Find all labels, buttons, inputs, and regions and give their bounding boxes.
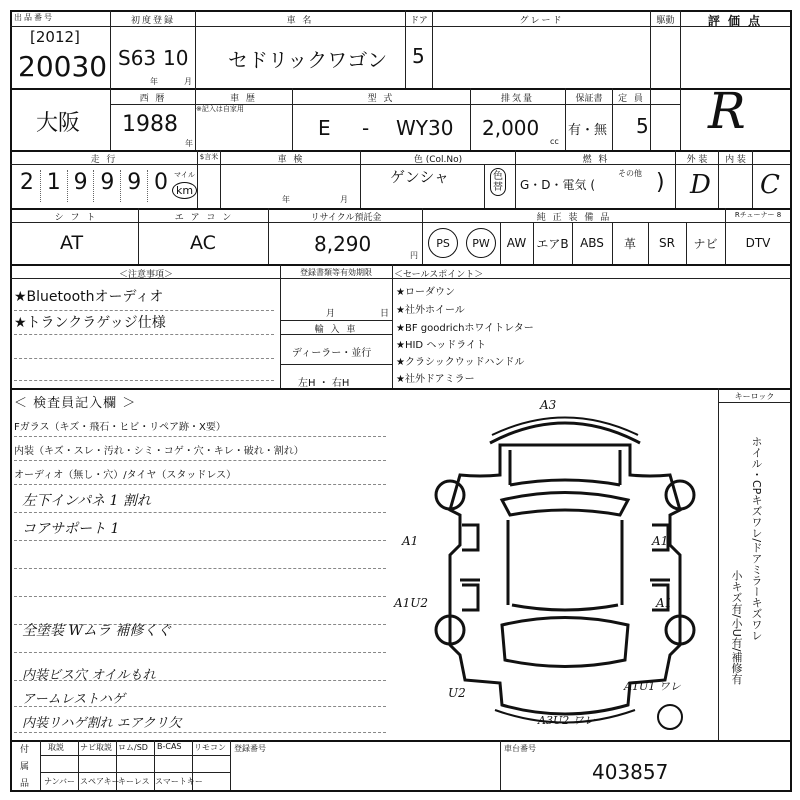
header-shift: シ フ ト — [54, 213, 98, 223]
equipment-aw: AW — [506, 236, 527, 250]
header-import: 輸 入 車 — [314, 325, 358, 335]
header-exterior: 外 装 — [686, 155, 708, 165]
mileage-digit: 1 — [41, 170, 68, 202]
displacement: 2,000 — [482, 116, 540, 140]
header-model: 型 式 — [367, 94, 395, 104]
header-seireki: 西 暦 — [139, 94, 167, 104]
seireki: 1988 — [122, 112, 178, 137]
interior-grade: C — [760, 170, 780, 200]
header-fuel: 燃 料 — [582, 155, 610, 165]
header-lot-number: 車台番号 — [504, 744, 536, 753]
first-reg: S63 — [118, 46, 157, 70]
header-warranty: 保証書 — [575, 94, 603, 104]
recycle: 8,290 — [314, 232, 372, 256]
damage-mark-right-front: A1 — [652, 534, 669, 548]
damage-mark-top: A3 — [540, 398, 557, 412]
doors: 5 — [412, 44, 425, 68]
sales-point: ★BF goodrichホワイトレター — [396, 323, 534, 334]
damage-mark-left-front: A1 — [402, 534, 419, 548]
header-capacity: 定 員 — [618, 94, 645, 104]
seireki-unit: 年 — [185, 139, 193, 148]
sales-point: ★社外ドアミラー — [396, 374, 475, 385]
sales-point: ★ローダウン — [396, 287, 455, 298]
inspector-line: Fガラス（キズ・飛石・ヒビ・リペア跡・X要） — [14, 422, 226, 433]
handwritten-note: 左下インパネ 1 割れ — [22, 493, 151, 509]
handwritten-note: アームレストハゲ — [22, 692, 125, 707]
displacement-unit: cc — [550, 137, 559, 146]
inspector-line: オーディオ（無し・穴）/タイヤ（スタッドレス） — [14, 470, 237, 481]
equipment-abs: ABS — [580, 236, 604, 250]
header-grade: グレード — [519, 16, 564, 26]
equipment-leather: 革 — [623, 236, 636, 251]
reg-dealer: ディーラー・並行 — [292, 348, 372, 359]
handwritten-note: 内装ビス穴 オイルもれ — [22, 668, 156, 683]
shift: AT — [60, 232, 84, 254]
mileage-digit: 9 — [94, 170, 121, 202]
reg-month: 月 — [326, 309, 336, 319]
header-vehicle-class-note: ※記入は自家用 — [196, 105, 244, 113]
score: R — [708, 82, 746, 140]
damage-mark-left-rear: U2 — [448, 686, 466, 700]
handwritten-note: 内装リハゲ割れ エアクリ欠 — [22, 716, 182, 731]
recycle-yen: 円 — [410, 251, 418, 260]
fuel-other: その他 — [618, 169, 642, 178]
header-interior: 内 装 — [725, 155, 746, 165]
accessory-label: スペアキー — [80, 777, 120, 786]
aircon: AC — [190, 232, 216, 254]
sales-point: ★社外ホイール — [396, 305, 465, 316]
car-name: セドリックワゴン — [228, 48, 388, 72]
header-displacement: 排気量 — [500, 94, 534, 104]
header-inspection: 車 検 — [277, 155, 305, 165]
header-tuner: Rチューナー 8 — [734, 211, 782, 219]
header-reg-deadline: 登録書類等有効期限 — [300, 268, 372, 277]
fuel: G・D・電気 ( — [520, 178, 596, 192]
equipment-navi: ナビ — [693, 236, 718, 251]
footer-side-label: 属 — [20, 762, 30, 772]
header-notes: ＜注意事項＞ — [118, 270, 173, 280]
header-color: 色 (Col.No) — [413, 155, 463, 165]
model-code: WY30 — [396, 116, 454, 140]
accessory-label: キーレス — [118, 777, 150, 786]
sales-point: ★クラシックウッドハンドル — [396, 357, 525, 368]
damage-mark-left-mid: A1U2 — [394, 596, 429, 610]
header-meter: $言米 — [199, 153, 219, 161]
accessory-label: ナビ取説 — [80, 743, 112, 752]
inspection-year: 年 — [282, 195, 290, 204]
damage-mark-right-mid: A1 — [656, 596, 673, 610]
accessory-label: ロム/SD — [118, 743, 148, 752]
mileage-digit: 9 — [121, 170, 148, 202]
model-dash: - — [362, 116, 370, 140]
side-note: 小キズ有/小U有/補修有 — [730, 570, 743, 685]
fuel-close: ) — [656, 170, 665, 195]
accessory-label: ナンバー — [44, 777, 76, 786]
model-prefix: E — [318, 116, 331, 140]
header-car-name: 車 名 — [286, 16, 314, 26]
accessory-label: 取説 — [48, 743, 64, 752]
damage-mark-bottom: A3U2 ワレ — [538, 714, 595, 727]
exterior-grade: D — [690, 170, 711, 200]
auction-lot: 20030 — [18, 50, 108, 83]
warranty: 有・無 — [568, 123, 608, 138]
mileage-digits — [14, 170, 174, 202]
capacity: 5 — [636, 114, 649, 138]
equipment-pw: PW — [462, 226, 500, 260]
mileage-unit-km: km — [172, 182, 197, 199]
header-mileage: 走 行 — [90, 155, 118, 165]
footer-side-label: 付 — [20, 745, 30, 755]
side-note: ホイル・CPキズワレ/ドアミラーキズワレ — [750, 436, 763, 642]
note-line: ★Bluetoothオーディオ — [14, 289, 164, 305]
header-sales-points: ＜セールスポイント＞ — [394, 270, 484, 280]
auction-year: [2012] — [30, 28, 80, 46]
handwritten-note: 全塗装 Wムラ 補修くぐ — [22, 623, 172, 639]
header-recycle: リサイクル預託金 — [310, 213, 382, 223]
color-change: 色替 — [490, 168, 506, 196]
header-vehicle-class: 車 歴 — [230, 94, 257, 104]
mileage-unit-mile: マイル — [174, 171, 195, 179]
accessory-label: リモコン — [194, 743, 226, 752]
header-score: 評 価 点 — [707, 14, 763, 28]
month-unit: 月 — [184, 77, 192, 86]
accessory-label: B-CAS — [157, 742, 182, 751]
equipment-airbag: エアB — [536, 236, 569, 251]
header-key-lock: キーロック — [734, 392, 775, 401]
header-door: ドア — [410, 16, 428, 26]
color: ゲンシャ — [390, 168, 450, 186]
header-equipment: 純 正 装 備 品 — [536, 213, 612, 223]
header-aircon: エ ア コ ン — [174, 213, 234, 223]
damage-mark-right-rear: A1U1 ワレ — [624, 680, 681, 693]
equipment-ps: PS — [424, 226, 462, 260]
reg-day: 日 — [380, 309, 390, 319]
header-auction-no: 出品番号 — [14, 13, 54, 22]
header-reg-number: 登録番号 — [234, 744, 266, 753]
location: 大阪 — [36, 111, 81, 136]
accessory-label: スマートキー — [155, 777, 203, 786]
equipment-sr: SR — [659, 236, 675, 250]
handwritten-note: コアサポート 1 — [22, 521, 120, 537]
header-first-reg: 初度登録 — [130, 16, 175, 26]
mileage-digit: 9 — [68, 170, 95, 202]
footer-side-label: 品 — [20, 779, 30, 789]
year-unit: 年 — [150, 77, 158, 86]
lot-number: 403857 — [592, 760, 669, 784]
header-inspector: ＜ 検査員記入欄 ＞ — [14, 396, 137, 411]
note-line: ★トランクラゲッジ仕様 — [14, 315, 166, 331]
header-drive: 駆動 — [656, 16, 675, 26]
mileage-digit: 2 — [14, 170, 41, 202]
first-reg-month: 10 — [163, 46, 189, 70]
inspector-line: 内装（キズ・スレ・汚れ・シミ・コゲ・穴・キレ・破れ・割れ） — [14, 446, 304, 457]
reg-steering: 左H ・ 右H — [298, 378, 350, 389]
sales-point: ★HID ヘッドライト — [396, 340, 487, 351]
inspection-month: 月 — [340, 195, 348, 204]
mileage-digit: 0 — [154, 170, 169, 195]
equipment-dtv: DTV — [745, 236, 771, 250]
